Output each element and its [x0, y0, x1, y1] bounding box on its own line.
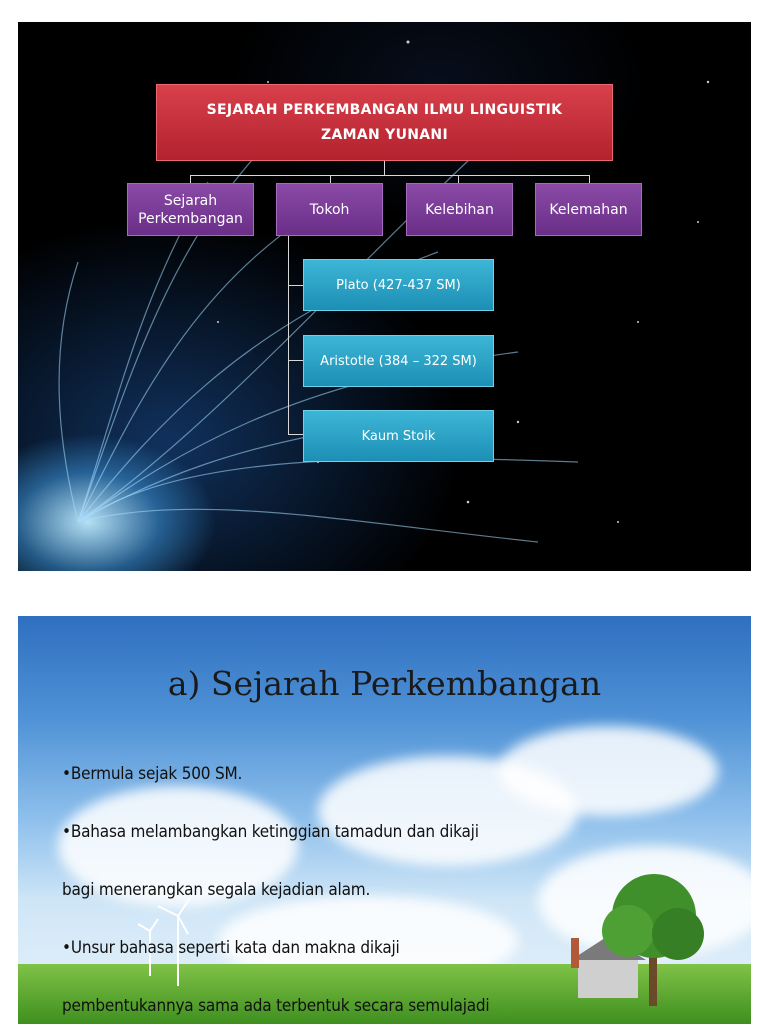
bullet-text: •Bahasa melambangkan ketinggian tamadun dan dikaji — [62, 822, 479, 842]
bullet-text: bagi menerangkan segala kejadian alam. — [62, 880, 371, 900]
connector-line — [288, 434, 303, 435]
slide-org-chart — [18, 22, 751, 571]
category-label: Sejarah — [163, 192, 218, 209]
tokoh-label: Plato (427-437 SM) — [336, 277, 461, 293]
connector-line — [288, 285, 303, 286]
tokoh-box-aristotle — [303, 335, 494, 387]
connector-line — [190, 175, 191, 183]
category-box-kelebihan — [406, 183, 513, 236]
chart-title-line2: ZAMAN YUNANI — [321, 126, 448, 143]
bullet-text: •Unsur bahasa seperti kata dan makna dikaji — [62, 938, 400, 958]
slide-title: a) Sejarah Perkembangan — [167, 664, 602, 703]
bullet-text: pembentukannya sama ada terbentuk secara semulajadi — [62, 996, 490, 1016]
chart-title-line1: SEJARAH PERKEMBANGAN ILMU LINGUISTIK — [206, 101, 563, 118]
category-label: Kelebihan — [425, 201, 494, 218]
tokoh-box-kaum-stoik — [303, 410, 494, 462]
category-box-kelemahan — [535, 183, 642, 236]
connector-line — [330, 175, 331, 183]
tokoh-box-plato — [303, 259, 494, 311]
category-box-tokoh — [276, 183, 383, 236]
category-label: Perkembangan — [138, 210, 243, 227]
category-label: Tokoh — [309, 201, 350, 218]
connector-line — [288, 360, 303, 361]
tokoh-label: Aristotle (384 – 322 SM) — [320, 353, 477, 369]
bullet-text: •Bermula sejak 500 SM. — [62, 764, 243, 784]
slide-sejarah-perkembangan — [18, 616, 751, 1024]
connector-line — [589, 175, 590, 183]
category-label: Kelemahan — [549, 201, 628, 218]
chart-title-box — [156, 84, 613, 161]
connector-line — [190, 175, 590, 176]
connector-line — [458, 175, 459, 183]
category-box-sejarah — [127, 183, 254, 236]
connector-line — [384, 161, 385, 175]
connector-line — [288, 236, 289, 434]
tokoh-label: Kaum Stoik — [361, 428, 436, 444]
